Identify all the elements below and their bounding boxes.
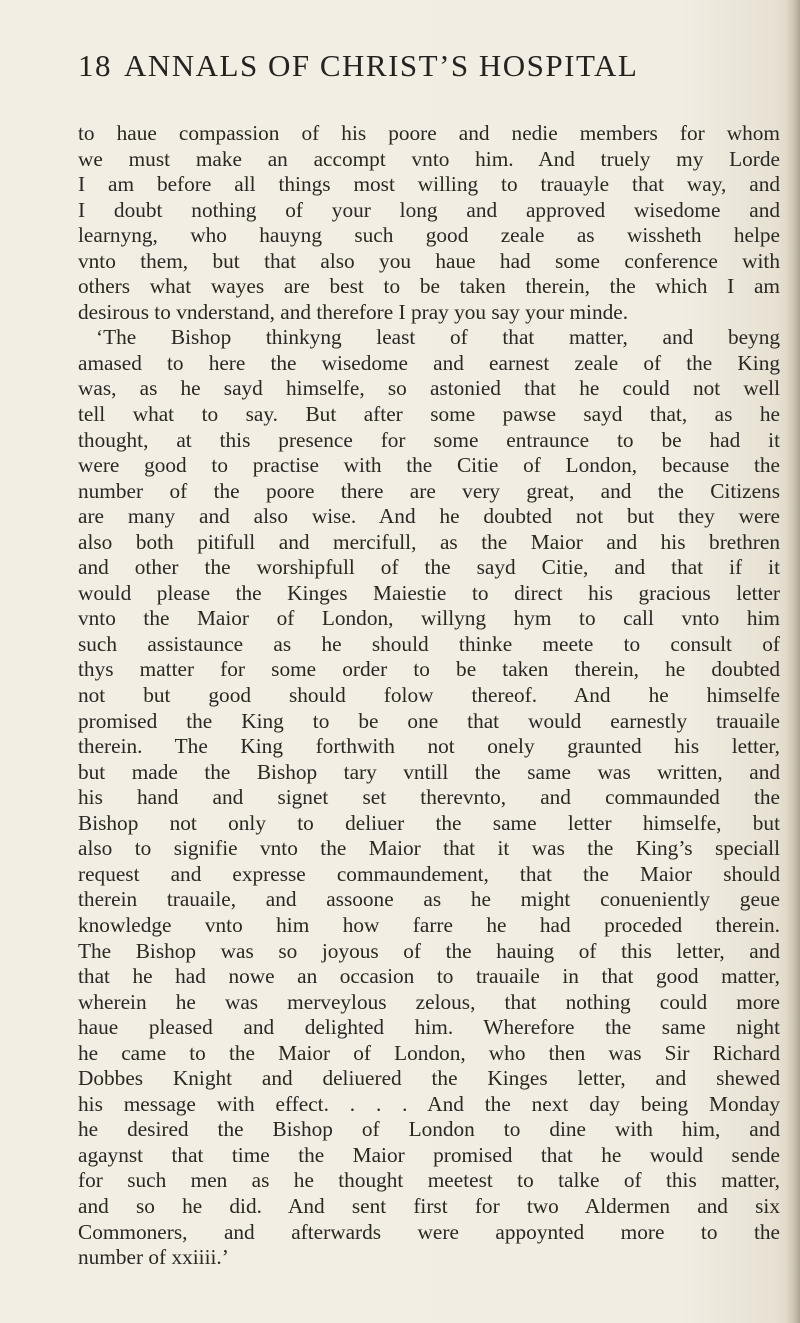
text-line: also to signifie vnto the Maior that it was the King’s speciall [78,836,780,861]
text-line: number of the poore there are very great, and the Citizens [78,478,780,503]
text-line: such assistaunce as he should thinke meete to consult of [78,631,780,656]
text-line: to haue compassion of his poore and nedie members for whom [78,121,780,145]
text-line: would please the Kinges Maiestie to direct his gracious letter [78,580,780,605]
text-line: ‘The Bishop thinkyng least of that matter, and beyng [96,325,780,350]
text-line: promised the King to be one that would earnestly trauaile [78,708,780,733]
text-line: was, as he sayd himselfe, so astonied that he could not well [78,376,780,401]
running-head [78,48,778,96]
text-line: and other the worshipfull of the sayd Citie, and that if it [78,555,780,580]
text-line: number of xxiiii.’ [78,1245,229,1270]
running-head-title: ANNALS OF CHRIST’S HOSPITAL [124,48,639,83]
text-line: haue pleased and delighted him. Wherefore the same night [78,1015,780,1040]
text-line: not but good should folow thereof. And he himselfe [78,683,780,708]
text-line: The Bishop was so joyous of the hauing of this letter, and [78,938,780,963]
text-line: but made the Bishop tary vntill the same was written, and [78,759,780,784]
text-line: learnyng, who hauyng such good zeale as wissheth helpe [78,223,780,248]
text-line: wherein he was merveylous zelous, that nothing could more [78,989,780,1014]
text-line: I doubt nothing of your long and approved wisedome and [78,197,780,222]
text-line: for such men as he thought meetest to talke of this matter, [78,1168,780,1193]
text-line: are many and also wise. And he doubted not but they were [78,504,780,529]
body-text [78,121,780,1271]
text-line: thys matter for some order to be taken therein, he doubted [78,657,780,682]
text-line: he desired the Bishop of London to dine with him, and [78,1117,780,1142]
text-line: vnto them, but that also you haue had some conference with [78,248,780,273]
text-line: vnto the Maior of London, willyng hym to call vnto him [78,606,780,631]
text-line: his message with effect. . . . And the next day being Monday [78,1091,780,1116]
text-line: he came to the Maior of London, who then was Sir Richard [78,1040,780,1065]
text-line: therein trauaile, and assoone as he might conueniently geue [78,887,780,912]
text-line: Dobbes Knight and deliuered the Kinges letter, and shewed [78,1066,780,1091]
text-line: and so he did. And sent first for two Aldermen and six [78,1193,780,1218]
text-line: tell what to say. But after some pawse sayd that, as he [78,402,780,427]
text-line: knowledge vnto him how farre he had proceded therein. [78,912,780,937]
text-line: amased to here the wisedome and earnest zeale of the King [78,350,780,375]
text-line: therein. The King forthwith not onely graunted his letter, [78,734,780,759]
text-line: desirous to vnderstand, and therefore I pray you say your minde. [78,299,629,324]
page-edge-shadow [786,0,800,1323]
text-line: I am before all things most willing to trauayle that way, and [78,172,780,197]
text-line: Commoners, and afterwards were appoynted more to the [78,1219,780,1244]
text-line: Bishop not only to deliuer the same letter himselfe, but [78,810,780,835]
text-line: agaynst that time the Maior promised that he would sende [78,1142,780,1167]
text-line: also both pitifull and mercifull, as the Maior and his brethren [78,529,780,554]
text-line: thought, at this presence for some entraunce to be had it [78,427,780,452]
page-number: 18 [78,48,112,83]
text-line: we must make an accompt vnto him. And truely my Lorde [78,146,780,171]
text-line: that he had nowe an occasion to trauaile in that good matter, [78,964,780,989]
text-line: his hand and signet set therevnto, and commaunded the [78,785,780,810]
text-line: others what wayes are best to be taken therein, the which I am [78,274,780,299]
text-line: request and expresse commaundement, that the Maior should [78,861,780,886]
text-line: were good to practise with the Citie of London, because the [78,453,780,478]
